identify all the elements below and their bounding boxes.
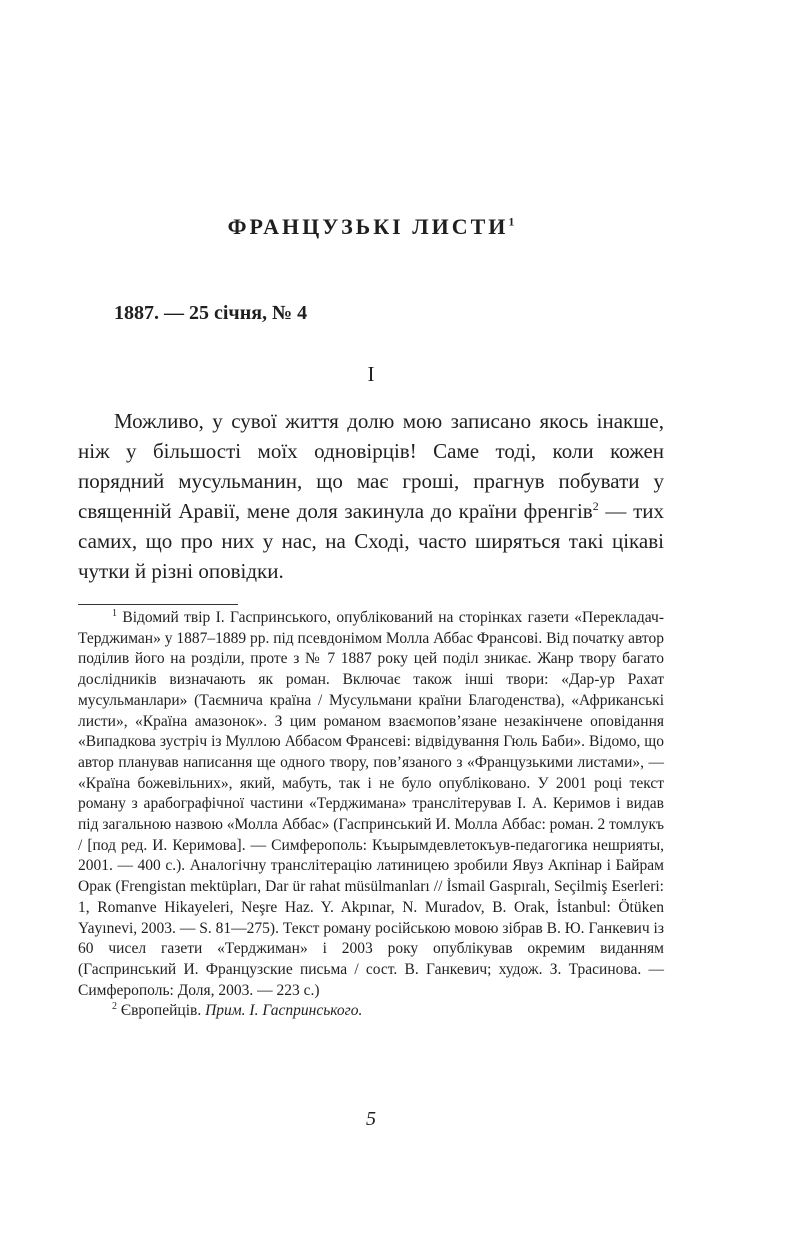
footnote-2-italic: Прим. І. Гаспринського. [205, 1002, 363, 1020]
page-number: 5 [366, 1108, 376, 1130]
dateline: 1887. — 25 січня, № 4 [114, 302, 308, 324]
footnote-1-number: 1 [112, 607, 117, 619]
footnote-2 [78, 1001, 664, 1022]
footnotes [78, 608, 664, 1022]
body-text-part2: — тих самих, що про них у нас, на Сході, часто ширяться такі цікаві чутки й різні оповідки. [78, 499, 665, 583]
footnote-2-text: Європейців. [120, 1002, 206, 1020]
body-text-part1: Можливо, у сувої життя долю мою записано якось інакше, ніж у більшості моїх одновірців! Саме тоді, коли кожен порядний мусульманин, що має гроші, прагнув побувати у священній Аравії, мене доля закинула до країни френгів [78, 409, 664, 523]
footnote-1 [78, 608, 664, 1001]
section-number: I [367, 362, 375, 386]
chapter-title-text: ФРАНЦУЗЬКІ ЛИСТИ [227, 214, 509, 239]
book-page [78, 0, 664, 1241]
footnote-ref-2[interactable]: 2 [592, 499, 599, 513]
footnote-divider [78, 604, 238, 605]
footnote-2-number: 2 [112, 1001, 117, 1013]
footnote-ref-1[interactable]: 1 [508, 214, 515, 229]
body-paragraph [78, 406, 664, 586]
chapter-title [78, 214, 664, 240]
footnote-1-text: Відомий твір І. Гаспринського, опублікований на сторінках газети «Перекладач-Терджиман» у 1887–1889 рр. під псевдонімом Молла Аббас Франсові. Від початку автор поділив його на розділи, проте з № 7 1887 року цей поділ зникає. Жанр твору багато дослідників визначають як роман. Включає також інші твори: «Дар-ур Рахат мусульманлари» (Таємнича країна / Мусульмани країни Благоденства), «Африканські листи», «Країна амазонок». З цим романом взаємопов’язане незакінчене оповідання «Випадкова зустріч із Муллою Аббасом Франсеві: відвідування Гюль Баби». Відомо, що автор планував написання ще одного твору, пов’язаного з «Французькими листами», — «Країна божевільних», який, мабуть, так і не було опубліковано. У 2001 році текст роману з арабографічної частини «Терджимана» транслітерував І. А. Керимов і видав під загальною назвою «Молла Аббас» (Гаспринський И. Молла Аббас: роман. 2 томлукъ / [под ред. И. Керимова]. — Симферополь: Къырымдевлетокъув-педагогика нешрияты, 2001. — 400 с.). Аналогічну транслітерацію латиницею зробили Явуз Акпінар і Байрам Орак (Frengistan mektüpları, Dar ür rahat müsülmanları // İsmail Gaspıralı, Seçilmiş Eserleri: 1, Romanve Hikayeleri, Neşre Haz. Y. Akpınar, N. Muradov, B. Orak, İstanbul: Ötüken Yayınevi, 2003. — S. 81—275). Текст роману російською мовою зібрав В. Ю. Ганкевич із 60 чисел газети «Терджиман» і 2003 року опублікував окремим виданням (Гаспринський И. Французские письма / сост. В. Ганкевич; худож. З. Трасинова. — Симферополь: Доля, 2003. — 223 с.) [78, 609, 665, 999]
